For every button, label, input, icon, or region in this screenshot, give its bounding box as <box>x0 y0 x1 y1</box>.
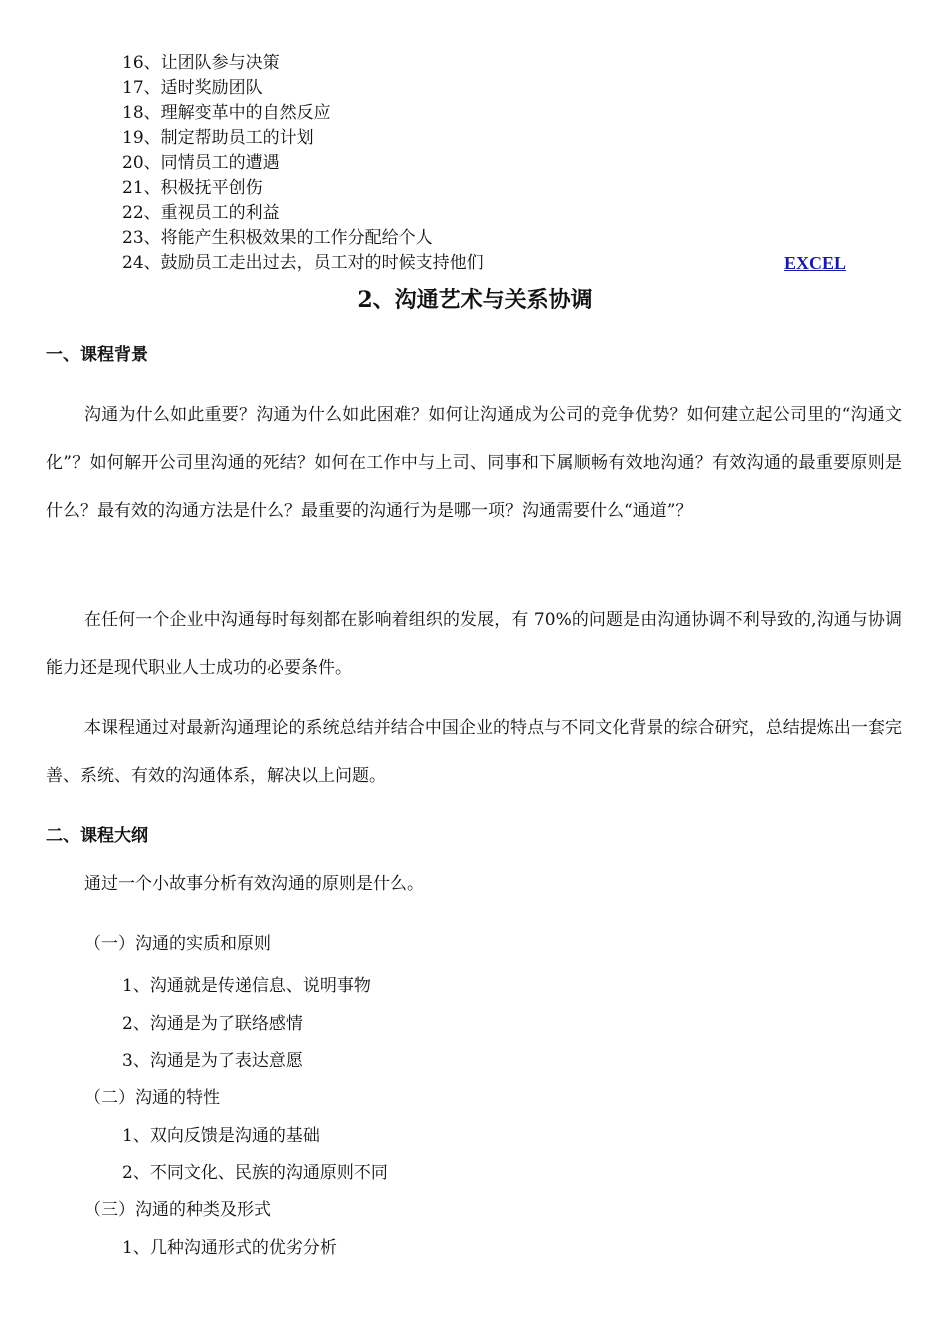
list-item: 23、将能产生积极效果的工作分配给个人 <box>122 228 433 248</box>
outline-item: 2、沟通是为了联络感情 <box>122 1014 303 1034</box>
paragraph: 本课程通过对最新沟通理论的系统总结并结合中国企业的特点与不同文化背景的综合研究，总结提炼出一套完善、系统、有效的沟通体系，解决以上问题。 <box>46 718 902 786</box>
list-item: 22、重视员工的利益 <box>122 203 280 223</box>
paragraph: 沟通为什么如此重要？沟通为什么如此困难？如何让沟通成为公司的竞争优势？如何建立起公司里的“沟通文化”？如何解开公司里沟通的死结？如何在工作中与上司、同事和下属顺畅有效地沟通？有效沟通的最重要原则是什么？最有效的沟通方法是什么？最重要的沟通行为是哪一项？沟通需要什么“通道”？ <box>46 405 902 521</box>
section-heading-outline: 二、课程大纲 <box>46 826 148 846</box>
outline-item: 2、不同文化、民族的沟通原则不同 <box>122 1163 388 1183</box>
subsection-title: （一）沟通的实质和原则 <box>84 934 271 954</box>
document-title: 2、沟通艺术与关系协调 <box>357 287 593 313</box>
paragraph: 在任何一个企业中沟通每时每刻都在影响着组织的发展，有 70%的问题是由沟通协调不利导致的,沟通与协调能力还是现代职业人士成功的必要条件。 <box>46 610 902 678</box>
list-item: 20、同情员工的遭遇 <box>122 153 280 173</box>
subsection-title: （三）沟通的种类及形式 <box>84 1200 271 1220</box>
outline-item: 1、双向反馈是沟通的基础 <box>122 1126 320 1146</box>
outline-item: 1、几种沟通形式的优劣分析 <box>122 1238 337 1258</box>
outline-item: 1、沟通就是传递信息、说明事物 <box>122 976 371 996</box>
list-item: 21、积极抚平创伤 <box>122 178 263 198</box>
subsection-title: （二）沟通的特性 <box>84 1088 220 1108</box>
list-item: 19、制定帮助员工的计划 <box>122 128 314 148</box>
list-item: 18、理解变革中的自然反应 <box>122 103 331 123</box>
list-item: 17、适时奖励团队 <box>122 78 263 98</box>
list-item: 24、鼓励员工走出过去，员工对的时候支持他们 <box>122 253 484 273</box>
list-item: 16、让团队参与决策 <box>122 53 280 73</box>
excel-link[interactable]: EXCEL <box>784 253 847 273</box>
numbered-list <box>122 51 762 276</box>
outline-intro: 通过一个小故事分析有效沟通的原则是什么。 <box>84 874 424 894</box>
outline-item: 3、沟通是为了表达意愿 <box>122 1051 303 1071</box>
section-heading-background: 一、课程背景 <box>46 345 148 365</box>
